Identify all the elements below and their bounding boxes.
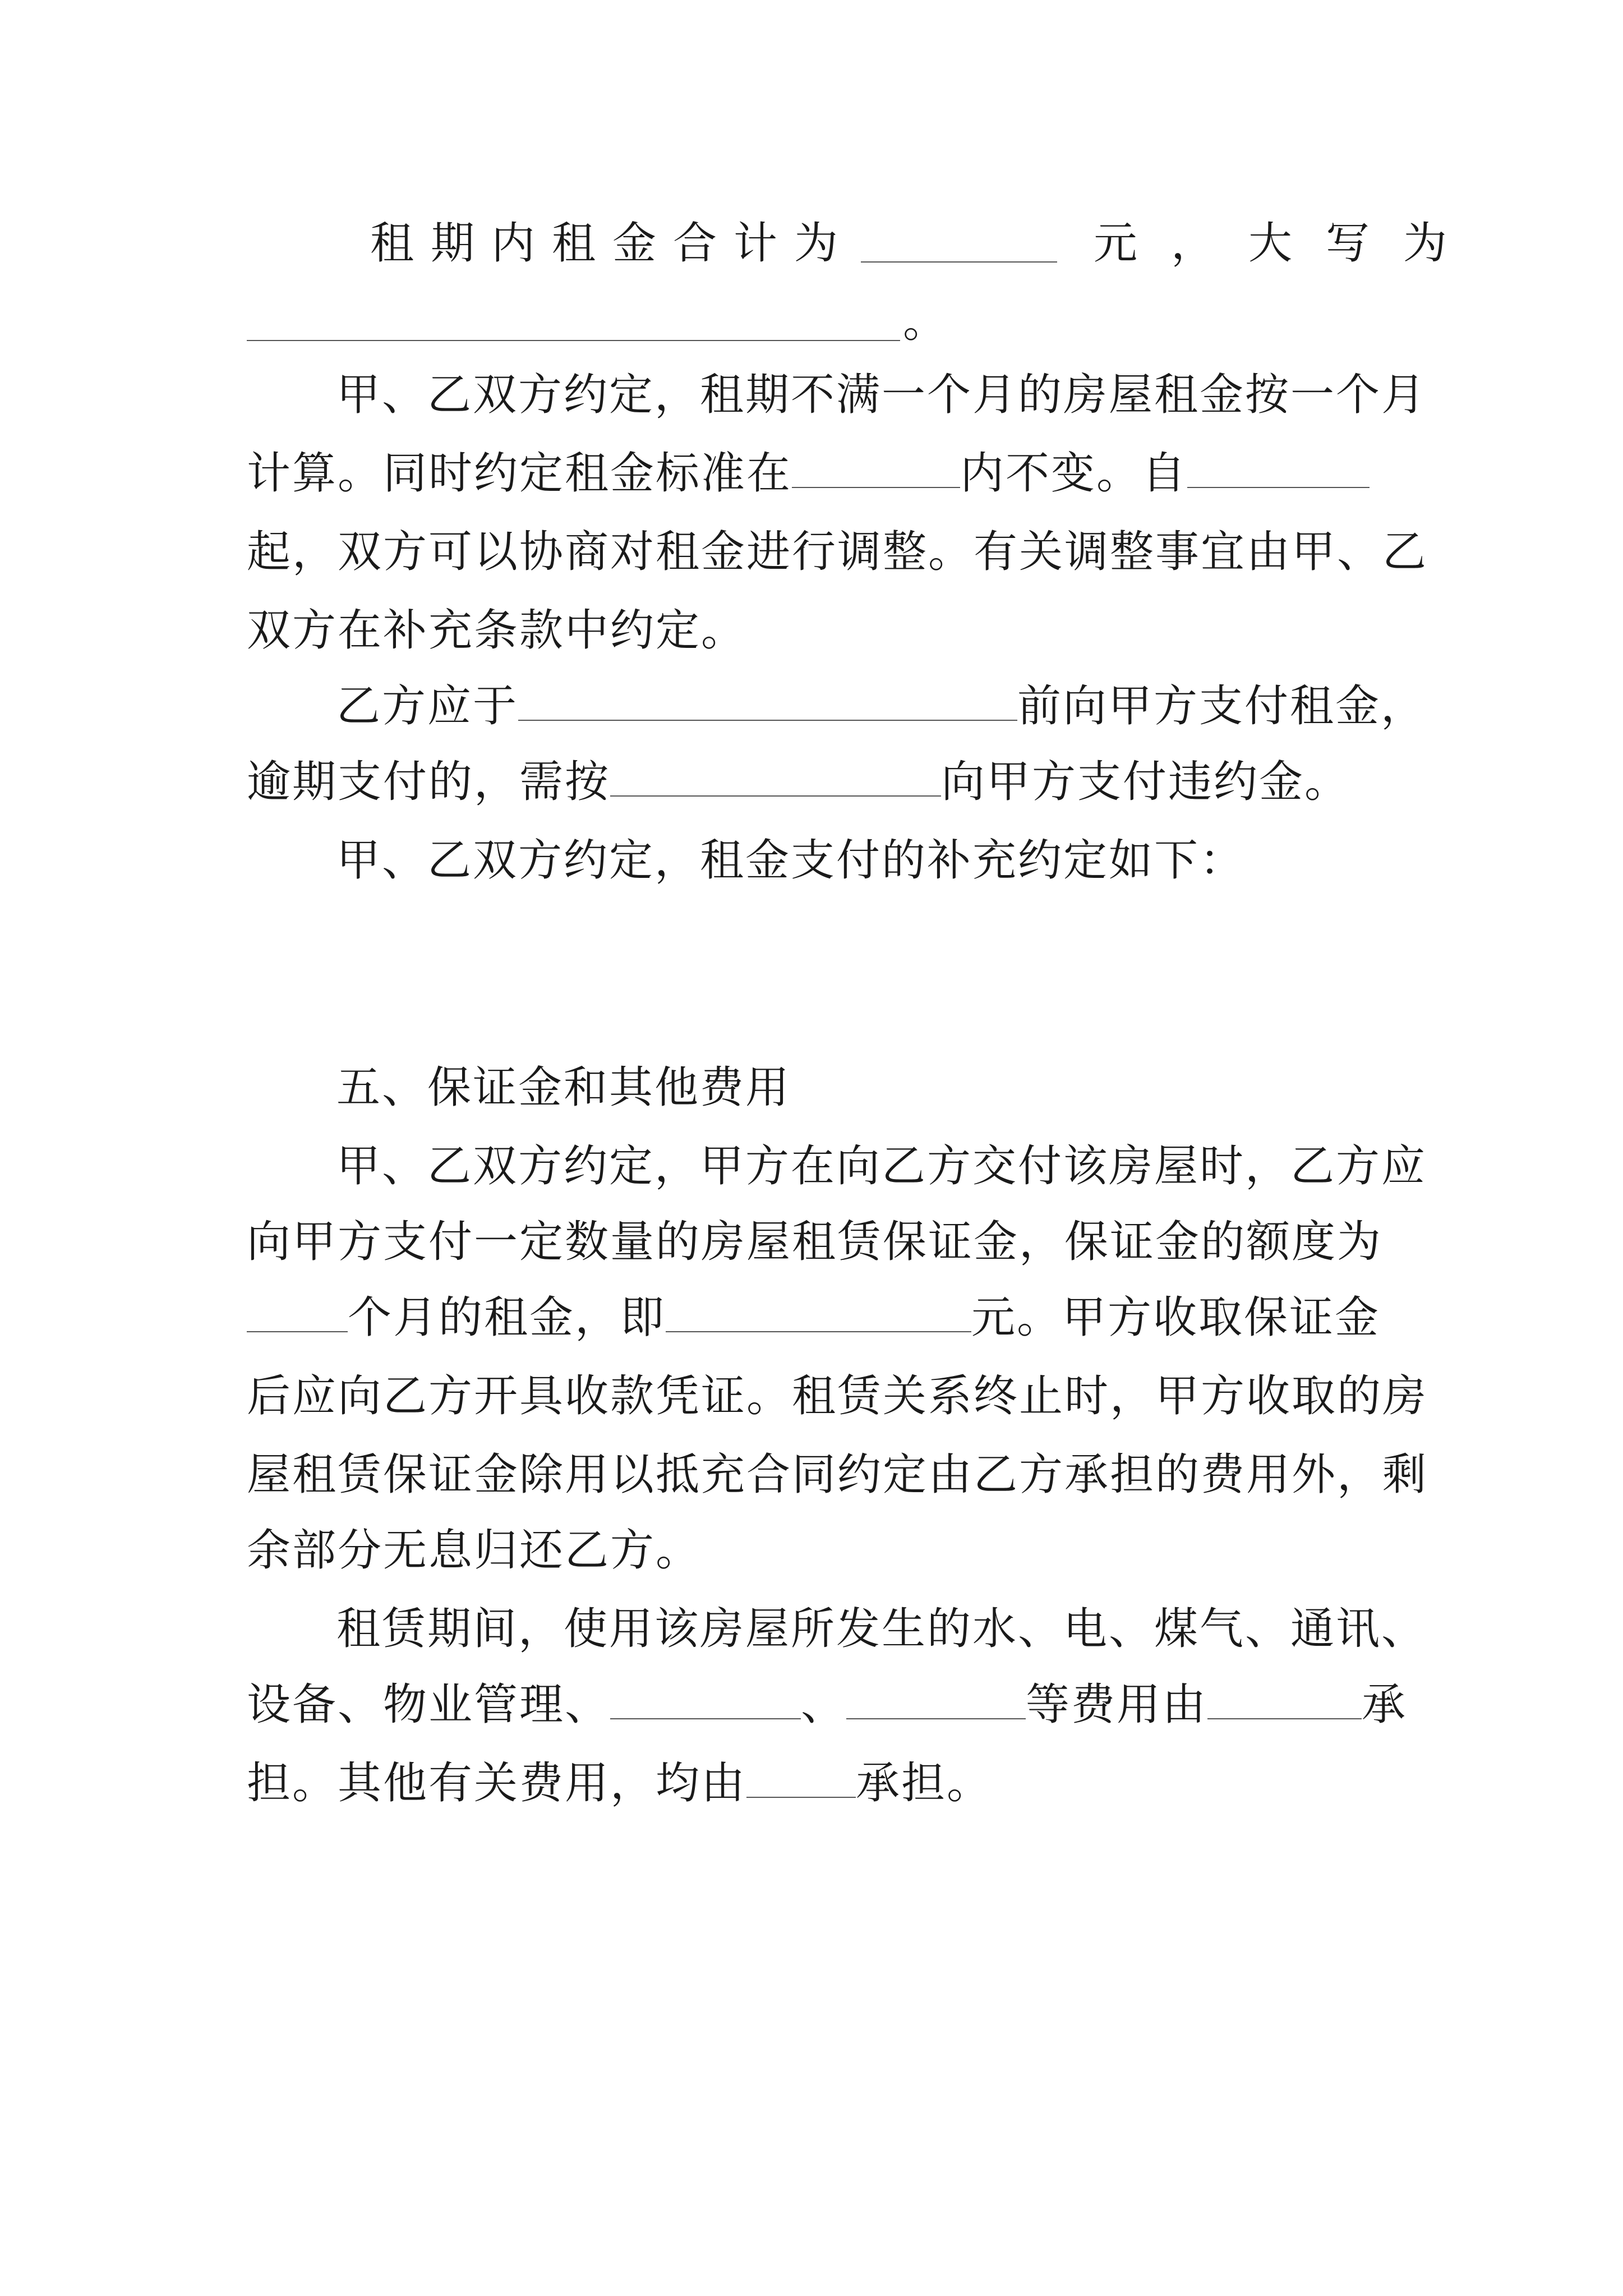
text-line: 向甲方支付一定数量的房屋租赁保证金，保证金的额度为 bbox=[247, 1217, 1383, 1267]
deposit-months-blank[interactable] bbox=[247, 1331, 348, 1332]
text-line: 担。其他有关费用，均由 承担。 bbox=[247, 1758, 993, 1809]
rent-capital-label: 元，大写为 bbox=[1094, 218, 1481, 269]
text-line: 逾期支付的，需按 向甲方支付违约金。 bbox=[247, 757, 1350, 807]
text-line: 甲、乙双方约定，租期不满一个月的房屋租金按一个月 bbox=[336, 370, 1427, 420]
rent-due-date-blank[interactable] bbox=[518, 719, 1017, 721]
text-line: 余部分无息归还乙方。 bbox=[247, 1525, 702, 1576]
other-fee-bearer-blank[interactable] bbox=[746, 1796, 856, 1798]
text-line: 甲、乙双方约定，甲方在向乙方交付该房屋时，乙方应 bbox=[336, 1141, 1427, 1191]
text-line: 计算。同时约定租金标准在 内不变。自 bbox=[247, 452, 1370, 495]
rent-total-text: 租期内租金合计为 bbox=[370, 218, 855, 269]
text-line: 后应向乙方开具收款凭证。租赁关系终止时，甲方收取的房 bbox=[247, 1371, 1428, 1421]
rent-adjust-start-blank[interactable] bbox=[1187, 486, 1370, 488]
text-line bbox=[1094, 218, 1481, 269]
section-heading: 五、保证金和其他费用 bbox=[336, 1062, 791, 1113]
deposit-amount-blank[interactable] bbox=[666, 1331, 971, 1332]
text-line: 个月的租金，即 元。甲方收取保证金 bbox=[247, 1296, 1380, 1340]
other-fee-1-blank[interactable] bbox=[610, 1718, 801, 1719]
text-line: 租赁期间，使用该房屋所发生的水、电、煤气、通讯、 bbox=[336, 1604, 1427, 1654]
rent-total-amount-blank[interactable] bbox=[861, 261, 1057, 263]
text-line: 。 bbox=[903, 297, 947, 347]
text-line: 乙方应于 前向甲方支付租金， bbox=[336, 681, 1427, 731]
late-fee-rate-blank[interactable] bbox=[610, 795, 941, 797]
rent-capital-blank[interactable] bbox=[247, 339, 900, 341]
fee-bearer-blank[interactable] bbox=[1207, 1718, 1362, 1719]
text-line: 设备、物业管理、 、 等费用由 承 bbox=[247, 1680, 1408, 1730]
text-line: 甲、乙双方约定，租金支付的补充约定如下： bbox=[336, 835, 1246, 886]
text-line: 屋租赁保证金除用以抵充合同约定由乙方承担的费用外，剩 bbox=[247, 1450, 1428, 1500]
text-line bbox=[370, 218, 855, 269]
rent-fixed-period-blank[interactable] bbox=[792, 486, 960, 488]
text-line: 起，双方可以协商对租金进行调整。有关调整事宜由甲、乙 bbox=[247, 527, 1428, 577]
other-fee-2-blank[interactable] bbox=[846, 1718, 1026, 1719]
text-line: 双方在补充条款中约定。 bbox=[247, 605, 747, 656]
